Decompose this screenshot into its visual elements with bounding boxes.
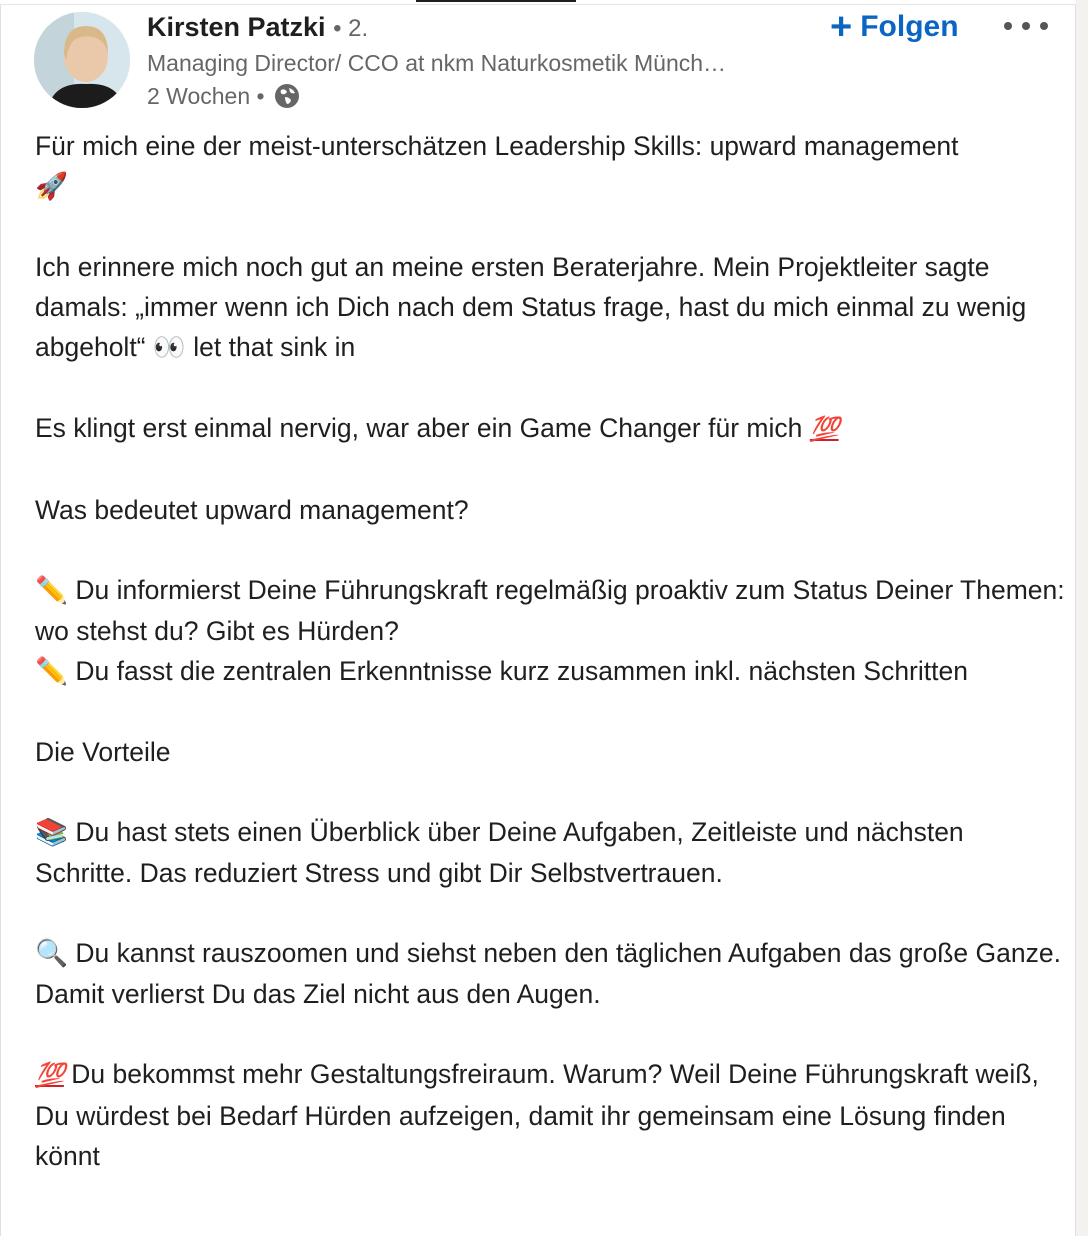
rocket-icon: 🚀 — [35, 171, 68, 202]
post-text: Was bedeutet upward management? — [35, 495, 469, 525]
author-avatar[interactable] — [34, 12, 130, 108]
post-text: Die Vorteile — [35, 737, 171, 767]
scroll-gutter — [1076, 0, 1088, 1236]
post-text: let that sink in — [193, 332, 356, 362]
post-paragraph — [35, 408, 1065, 450]
post-text: Du hast stets einen Überblick über Deine Aufgaben, Zeitleiste und nächsten Schritte. Das reduziert Stress und gibt Dir Selbstvertrauen. — [35, 817, 964, 888]
books-icon: 📚 — [35, 817, 68, 848]
post-paragraph — [35, 732, 1065, 772]
follow-label: Folgen — [860, 10, 959, 43]
magnifier-icon: 🔍 — [35, 938, 68, 969]
pencil-icon: ✏️ — [35, 656, 68, 687]
post-bullet — [35, 651, 1065, 692]
plus-icon: + — [830, 6, 853, 48]
post-time: 2 Wochen • — [147, 82, 265, 109]
author-name-text[interactable]: Kirsten Patzki — [147, 12, 326, 42]
post-paragraph — [35, 126, 1065, 207]
pencil-icon: ✏️ — [35, 575, 68, 606]
eyes-icon: 👀 — [152, 332, 186, 363]
hundred-points-icon: 💯 — [35, 1062, 64, 1089]
post-bullet — [35, 812, 1065, 893]
avatar-image — [34, 12, 130, 108]
post-body — [35, 126, 1065, 1176]
post-text: Ich erinnere mich noch gut an meine ersten Beraterjahre. Mein Projektleiter sagte damals: „immer wenn ich Dich nach dem Status frage, hast du mich einmal zu wenig abgeholt“ — [35, 252, 1027, 362]
more-dots-icon[interactable] — [1004, 12, 1048, 40]
post-bullet — [35, 933, 1065, 1014]
post-meta — [147, 82, 301, 110]
follow-button[interactable] — [830, 8, 959, 46]
post-text: Du informierst Deine Führungskraft regelmäßig proaktiv zum Status Deiner Themen: wo stehst du? Gibt es Hürden? — [35, 575, 1065, 646]
post-bullet — [35, 1054, 1065, 1176]
post-bullet — [35, 570, 1065, 651]
author-name[interactable] — [147, 12, 368, 43]
post-text: Für mich eine der meist-unterschätzen Leadership Skills: upward management — [35, 131, 959, 161]
globe-icon — [273, 82, 301, 110]
post-paragraph — [35, 490, 1065, 530]
author-headline: Managing Director/ CCO at nkm Naturkosmetik Münch… — [147, 50, 727, 76]
connection-degree: • 2. — [333, 15, 369, 42]
post-text: Du bekommst mehr Gestaltungsfreiraum. Warum? Weil Deine Führungskraft weiß, Du würdest bei Bedarf Hürden aufzeigen, damit ihr gemeinsam eine Lösung finden könnt — [35, 1059, 1039, 1171]
top-divider — [416, 0, 576, 2]
post-text: Es klingt erst einmal nervig, war aber ein Game Changer für mich — [35, 413, 803, 443]
post-paragraph — [35, 247, 1065, 368]
hundred-points-icon: 💯 — [809, 416, 839, 443]
post-text: Du fasst die zentralen Erkenntnisse kurz zusammen inkl. nächsten Schritten — [75, 656, 968, 686]
post-text: Du kannst rauszoomen und siehst neben den täglichen Aufgaben das große Ganze. Damit verlierst Du das Ziel nicht aus den Augen. — [35, 938, 1061, 1009]
